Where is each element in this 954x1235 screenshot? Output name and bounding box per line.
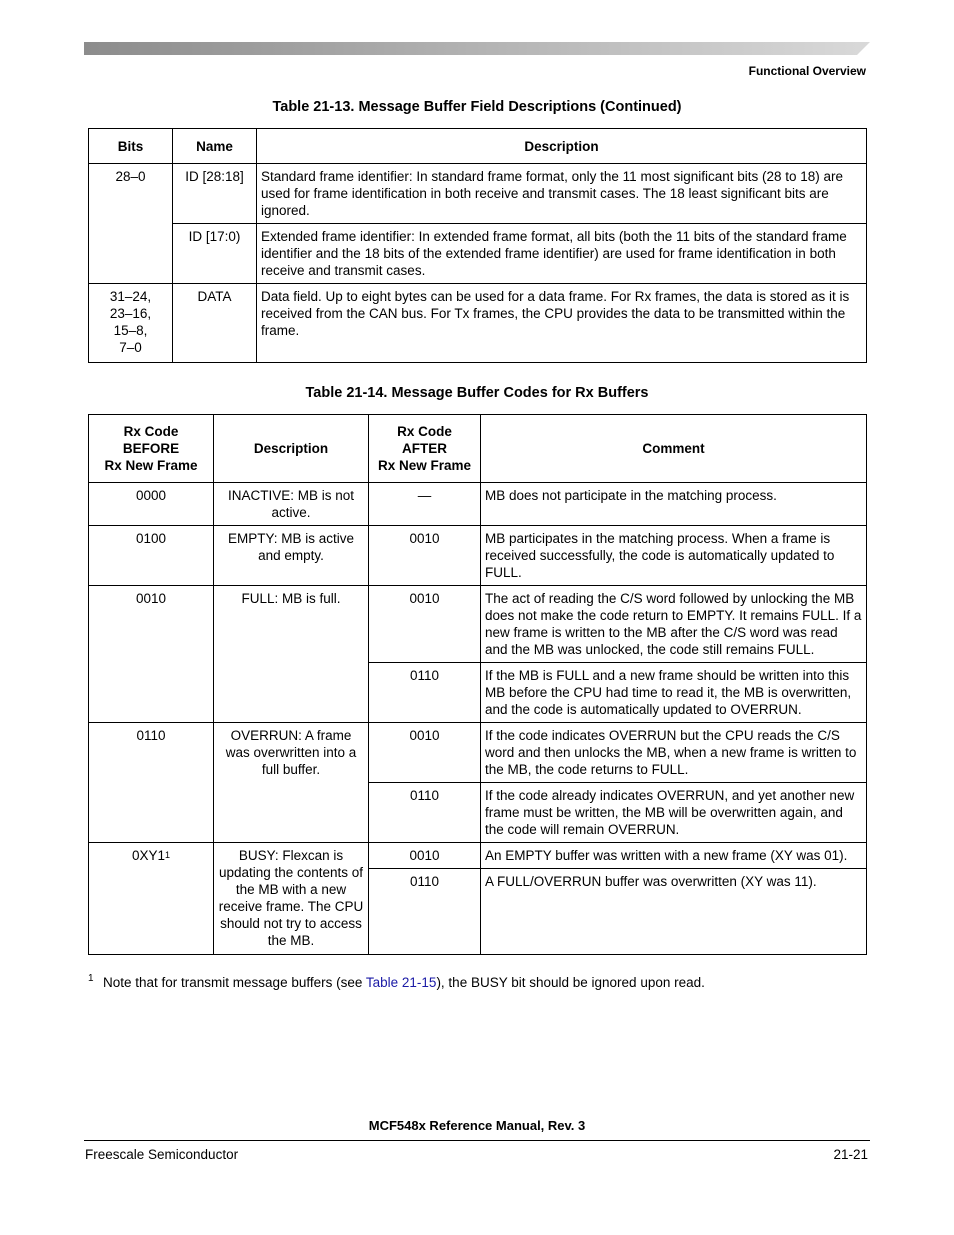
code-after-cell: 0010 (369, 526, 481, 586)
code-after-cell: — (369, 483, 481, 526)
manual-title: MCF548x Reference Manual, Rev. 3 (368, 1118, 586, 1133)
table-row (89, 284, 867, 363)
comment-cell: An EMPTY buffer was written with a new frame (XY was 01). (481, 843, 867, 869)
comment-cell: The act of reading the C/S word followed by unlocking the MB does not make the code return to EMPTY. It remains FULL. If a new frame is written to the MB after the C/S word was read and the MB was unlocked, the code still remains FULL. (481, 586, 867, 663)
code-after-cell: 0110 (369, 783, 481, 843)
table1-caption: Table 21-13. Message Buffer Field Descriptions (Continued) (272, 99, 682, 115)
code-before-cell: 0100 (89, 526, 214, 586)
bits-line: 31–24, (109, 289, 152, 304)
footer-divider (84, 1140, 870, 1141)
comment-cell: If the code indicates OVERRUN but the CPU reads the C/S word and then unlocks the MB, when a new frame is written to the MB, the code returns to FULL. (481, 723, 867, 783)
section-label: Functional Overview (748, 64, 866, 78)
table-row (89, 526, 867, 586)
code-after-cell: 0010 (369, 843, 481, 869)
table-row (89, 723, 867, 783)
comment-cell: MB participates in the matching process. When a frame is received successfully, the code is automatically updated to FULL. (481, 526, 867, 586)
table-row (89, 586, 867, 663)
table-row (89, 843, 867, 869)
col-header-bits: Bits (89, 129, 173, 164)
code-before-cell: 0110 (89, 723, 214, 843)
bits-cell: 28–0 (89, 164, 173, 284)
bits-line: 15–8, (113, 323, 148, 338)
footnote-number: 1 (88, 973, 94, 984)
description-cell: Extended frame identifier: In extended frame format, all bits (both the 11 bits of the standard frame identifier and the 18 bits of the extended frame identifier) are used for frame identification in both receive and transmit cases. (257, 224, 867, 284)
comment-cell: If the MB is FULL and a new frame should be written into this MB before the CPU had time to read it, the MB is overwritten, and the code is automatically updated to OVERRUN. (481, 663, 867, 723)
page-number: 21-21 (833, 1147, 868, 1162)
bits-cell (89, 284, 173, 363)
col-header-description: Description (257, 129, 867, 164)
footnote-text: Note that for transmit message buffers (see Table 21-15), the BUSY bit should be ignored upon read. (103, 975, 705, 990)
description-cell: BUSY: Flexcan is updating the contents of the MB with a new receive frame. The CPU should not try to access the MB. (214, 843, 369, 955)
description-cell: FULL: MB is full. (214, 586, 369, 723)
code-after-cell: 0010 (369, 723, 481, 783)
name-cell: ID [28:18] (173, 164, 257, 224)
code-before-cell: $0XY1^1$ (89, 843, 214, 955)
bits-line: 23–16, (109, 306, 152, 321)
comment-cell: If the code already indicates OVERRUN, and yet another new frame must be written, the MB will be overwritten again, and the code will remain OVERRUN. (481, 783, 867, 843)
code-after-cell: 0110 (369, 663, 481, 723)
col-header-comment: Comment (481, 415, 867, 483)
code-after-cell: 0110 (369, 869, 481, 955)
code-after-cell: 0010 (369, 586, 481, 663)
table-row (89, 224, 867, 284)
table-row (89, 164, 867, 224)
description-cell: Standard frame identifier: In standard frame format, only the 11 most significant bits (28 to 18) are used for frame identification in both receive and transmit cases. The 18 least significant bits are ignored. (257, 164, 867, 224)
message-buffer-field-table (88, 128, 867, 363)
col-header-rx-code-after: Rx Code AFTER Rx New Frame (369, 415, 481, 483)
description-cell: INACTIVE: MB is not active. (214, 483, 369, 526)
description-cell: EMPTY: MB is active and empty. (214, 526, 369, 586)
comment-cell: A FULL/OVERRUN buffer was overwritten (XY was 11). (481, 869, 867, 955)
header-bar (84, 42, 870, 55)
col-header-name: Name (173, 129, 257, 164)
bits-line: 7–0 (119, 340, 142, 355)
comment-cell: MB does not participate in the matching process. (481, 483, 867, 526)
rx-buffer-codes-table (88, 414, 867, 955)
name-cell: DATA (173, 284, 257, 363)
name-cell: ID [17:0) (173, 224, 257, 284)
col-header-description: Description (214, 415, 369, 483)
table2-caption: Table 21-14. Message Buffer Codes for Rx Buffers (305, 385, 649, 401)
footnote-marker: 1 (165, 850, 171, 860)
footer-company: Freescale Semiconductor (85, 1147, 239, 1162)
description-cell: Data field. Up to eight bytes can be used for a data frame. For Rx frames, the data is stored as it is received from the CAN bus. For Tx frames, the CPU provides the data to be transmitted within the frame. (257, 284, 867, 363)
code-before-cell: 0000 (89, 483, 214, 526)
table-row (89, 483, 867, 526)
code-before-cell: 0010 (89, 586, 214, 723)
table-21-15-link[interactable]: Table 21-15 (365, 975, 437, 990)
col-header-rx-code-before: Rx Code BEFORE Rx New Frame (89, 415, 214, 483)
description-cell: OVERRUN: A frame was overwritten into a full buffer. (214, 723, 369, 843)
